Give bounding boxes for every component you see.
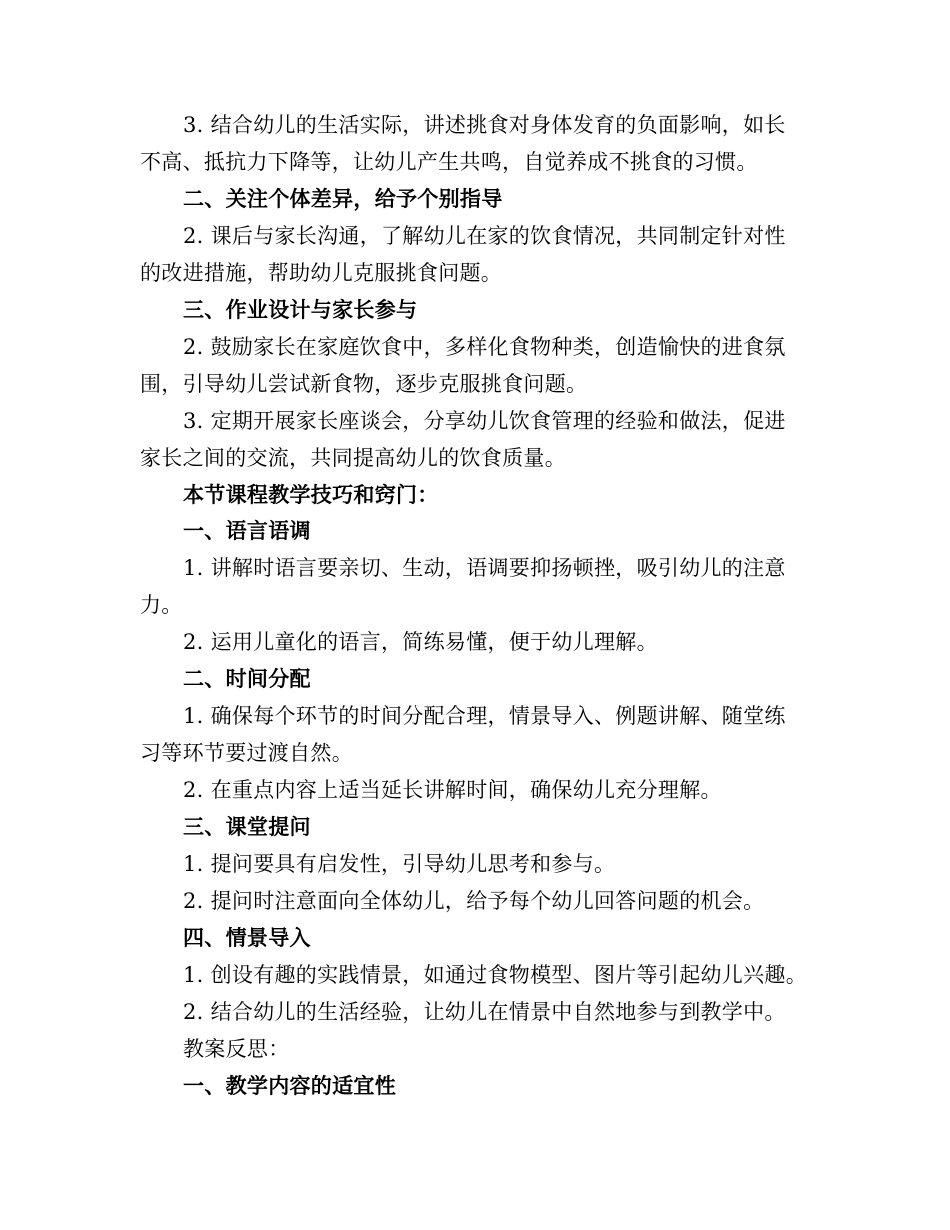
paragraph-line: 习等环节要过渡自然。 <box>140 741 353 765</box>
paragraph-line: 1. 确保每个环节的时间分配合理，情景导入、例题讲解、随堂练 <box>183 704 786 728</box>
paragraph-line: 2. 结合幼儿的生活经验，让幼儿在情景中自然地参与到教学中。 <box>183 1000 786 1024</box>
paragraph-line: 1. 创设有趣的实践情景，如通过食物模型、图片等引起幼儿兴趣。 <box>183 963 808 987</box>
section-heading: 二、时间分配 <box>183 666 311 691</box>
paragraph-line: 不高、抵抗力下降等，让幼儿产生共鸣，自觉养成不挑食的习惯。 <box>140 150 758 174</box>
paragraph-line: 家长之间的交流，共同提高幼儿的饮食质量。 <box>140 446 566 470</box>
paragraph-line: 2. 鼓励家长在家庭饮食中，多样化食物种类，创造愉快的进食氛 <box>183 335 786 359</box>
section-heading: 二、关注个体差异，给予个别指导 <box>183 186 503 211</box>
section-heading: 一、教学内容的适宜性 <box>183 1073 396 1098</box>
paragraph-line: 2. 运用儿童化的语言，简练易懂，便于幼儿理解。 <box>183 630 658 654</box>
section-heading: 一、语言语调 <box>183 518 311 543</box>
section-heading: 本节课程教学技巧和窍门： <box>183 482 439 507</box>
paragraph-line: 1. 讲解时语言要亲切、生动，语调要抑扬顿挫，吸引幼儿的注意 <box>183 556 786 580</box>
paragraph-line: 3. 定期开展家长座谈会，分享幼儿饮食管理的经验和做法，促进 <box>183 409 786 433</box>
paragraph-line: 1. 提问要具有启发性，引导幼儿思考和参与。 <box>183 852 616 876</box>
paragraph-line: 教案反思： <box>183 1037 290 1061</box>
paragraph-line: 的改进措施，帮助幼儿克服挑食问题。 <box>140 261 503 285</box>
paragraph-line: 围，引导幼儿尝试新食物，逐步克服挑食问题。 <box>140 372 588 396</box>
paragraph-line: 力。 <box>140 593 183 617</box>
paragraph-line: 2. 提问时注意面向全体幼儿，给予每个幼儿回答问题的机会。 <box>183 889 765 913</box>
paragraph-line: 2. 在重点内容上适当延长讲解时间，确保幼儿充分理解。 <box>183 778 722 802</box>
paragraph-line: 3. 结合幼儿的生活实际，讲述挑食对身体发育的负面影响，如长 <box>183 113 786 137</box>
section-heading: 三、作业设计与家长参与 <box>183 297 418 322</box>
section-heading: 三、课堂提问 <box>183 814 311 839</box>
paragraph-line: 2. 课后与家长沟通，了解幼儿在家的饮食情况，共同制定针对性 <box>183 224 786 248</box>
section-heading: 四、情景导入 <box>183 925 311 950</box>
